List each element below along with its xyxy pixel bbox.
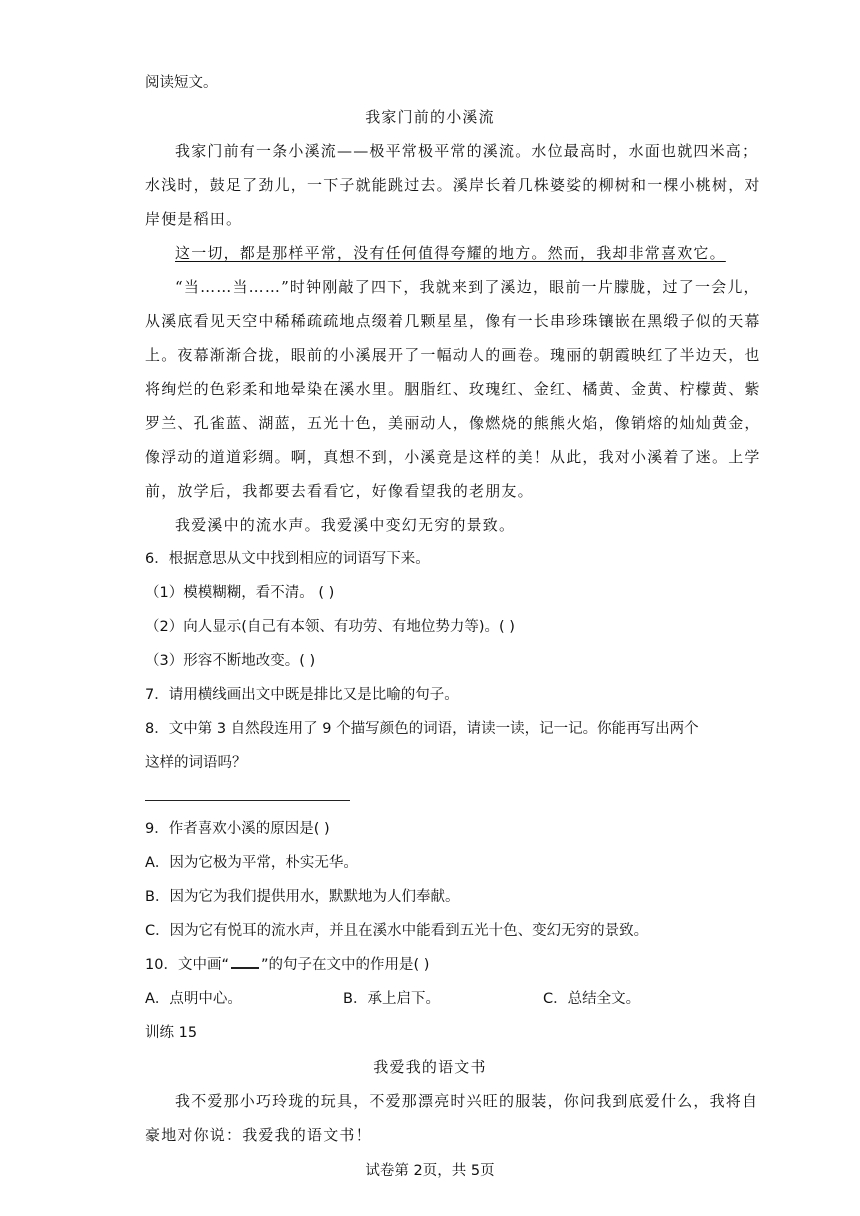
option-c[interactable]: C．因为它有悦耳的流水声，并且在溪水中能看到五光十色、变幻无穷的景致。 [145,923,649,939]
answer-line[interactable] [145,800,350,801]
paragraph-line: 我家门前有一条小溪流——极平常极平常的溪流。水位最高时，水面也就四米高； [175,142,759,160]
paragraph-line: 从溪底看见天空中稀稀疏疏地点缀着几颗星星，像有一长串珍珠镶嵌在黑缎子似的天幕 [145,312,761,330]
option-b[interactable]: B．因为它为我们提供用水，默默地为人们奉献。 [145,889,460,905]
section-title: 我爱我的语文书 [373,1058,487,1076]
paragraph-line: 我爱溪中的流水声。我爱溪中变幻无穷的景致。 [175,516,516,534]
question-6-1: （1）模模糊糊，看不清。 ( ) [145,585,335,601]
paragraph-line: 前，放学后，我都要去看看它，好像看望我的老朋友。 [145,482,534,500]
page-footer: 试卷第 2页，共 5页 [365,1163,495,1179]
intro-text: 阅读短文。 [145,75,218,91]
question-6-2: （2）向人显示(自己有本领、有功劳、有地位势力等)。( ) [145,619,515,635]
question-6-3: （3）形容不断地改变。( ) [145,653,316,669]
question-8-cont: 这样的词语吗？ [145,755,247,771]
section-label: 训练 15 [145,1025,198,1041]
paragraph-line: 岸便是稻田。 [145,210,243,228]
paragraph-line: “当……当……”时钟刚敲了四下，我就来到了溪边，眼前一片朦胧，过了一会儿， [175,278,760,296]
option-a[interactable]: A．因为它极为平常，朴实无华。 [145,855,358,871]
underline-marker [231,957,259,969]
option-c[interactable]: C．总结全文。 [543,991,641,1007]
paragraph-line: 豪地对你说：我爱我的语文书！ [145,1126,372,1144]
underlined-sentence: 这一切，都是那样平常，没有任何值得夸耀的地方。然而，我却非常喜欢它。 [175,244,726,262]
story-title: 我家门前的小溪流 [365,108,495,126]
option-a[interactable]: A．点明中心。 [145,991,242,1007]
question-8: 8．文中第 3 自然段连用了 9 个描写颜色的词语，请读一读，记一记。你能再写出两个 [145,721,699,737]
paragraph-line: 将绚烂的色彩柔和地晕染在溪水里。胭脂红、玫瑰红、金红、橘黄、金黄、柠檬黄、紫 [145,380,761,398]
paragraph-line: 上。夜幕渐渐合拢，眼前的小溪展开了一幅动人的画卷。瑰丽的朝霞映红了半边天，也 [145,346,761,364]
question-10-suffix: ”的句子在文中的作用是( ) [260,957,430,973]
question-7: 7．请用横线画出文中既是排比又是比喻的句子。 [145,687,459,703]
paragraph-line: 像浮动的道道彩绸。啊，真想不到，小溪竟是这样的美！从此，我对小溪着了迷。上学 [145,448,761,466]
paragraph-line: 罗兰、孔雀蓝、湖蓝，五光十色，美丽动人，像燃烧的熊熊火焰，像销熔的灿灿黄金， [145,414,761,432]
option-b[interactable]: B．承上启下。 [343,991,440,1007]
paragraph-line: 我不爱那小巧玲珑的玩具，不爱那漂亮时兴旺的服装，你问我到底爱什么，我将自 [175,1092,759,1110]
question-9: 9．作者喜欢小溪的原因是( ) [145,821,330,837]
question-10 [145,955,429,975]
question-10-prefix: 10．文中画“ [145,957,229,973]
question-6: 6．根据意思从文中找到相应的词语写下来。 [145,551,430,567]
paragraph-line: 水浅时，鼓足了劲儿，一下子就能跳过去。溪岸长着几株婆娑的柳树和一棵小桃树，对 [145,176,761,194]
